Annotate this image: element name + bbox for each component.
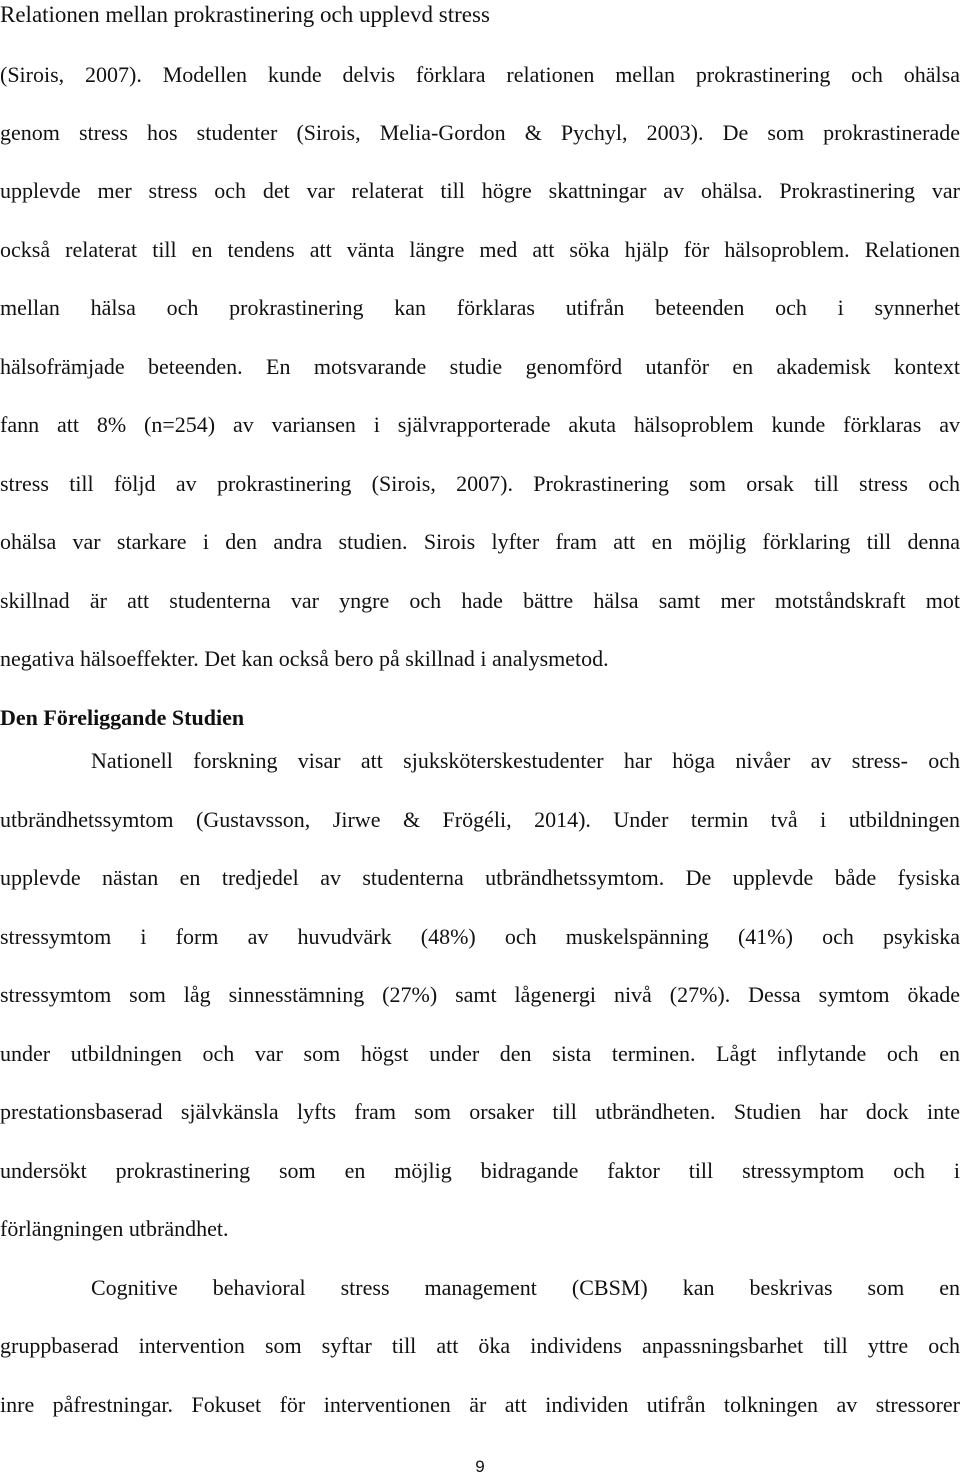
body-text-line: inre påfrestningar. Fokuset för interventionen är att individen utifrån tolkningen av stressorer bbox=[0, 1392, 960, 1417]
body-text-line: Cognitive behavioral stress management (CBSM) kan beskrivas som en bbox=[91, 1275, 960, 1300]
body-text-line: mellan hälsa och prokrastinering kan förklaras utifrån beteenden och i synnerhet bbox=[0, 295, 960, 320]
body-text-line: hälsofrämjade beteenden. En motsvarande studie genomförd utanför en akademisk kontext bbox=[0, 354, 960, 379]
body-text-line: upplevde nästan en tredjedel av studenterna utbrändhetssymtom. De upplevde både fysiska bbox=[0, 865, 960, 890]
body-text-line: skillnad är att studenterna var yngre och hade bättre hälsa samt mer motståndskraft mot bbox=[0, 588, 960, 613]
body-text-line: stress till följd av prokrastinering (Sirois, 2007). Prokrastinering som orsak till stress och bbox=[0, 471, 960, 496]
section-heading: Den Föreliggande Studien bbox=[0, 705, 245, 730]
body-text-line: negativa hälsoeffekter. Det kan också bero på skillnad i analysmetod. bbox=[0, 646, 609, 671]
body-text-line: ohälsa var starkare i den andra studien. Sirois lyfter fram att en möjlig förklaring till denna bbox=[0, 529, 960, 554]
body-text-line: utbrändhetssymtom (Gustavsson, Jirwe & Frögéli, 2014). Under termin två i utbildningen bbox=[0, 807, 960, 832]
body-text-line: under utbildningen och var som högst under den sista terminen. Lågt inflytande och en bbox=[0, 1041, 960, 1066]
body-text-line: också relaterat till en tendens att vänta längre med att söka hjälp för hälsoproblem. Relationen bbox=[0, 237, 960, 262]
body-text-line: stressymtom i form av huvudvärk (48%) och muskelspänning (41%) och psykiska bbox=[0, 924, 960, 949]
body-text-line: upplevde mer stress och det var relaterat till högre skattningar av ohälsa. Prokrastinering var bbox=[0, 178, 960, 203]
body-text-line: förlängningen utbrändhet. bbox=[0, 1216, 229, 1241]
page-number: 9 bbox=[475, 1457, 485, 1476]
body-text-line: prestationsbaserad självkänsla lyfts fram som orsaker till utbrändheten. Studien har dock inte bbox=[0, 1099, 960, 1124]
body-text-line: stressymtom som låg sinnesstämning (27%) samt lågenergi nivå (27%). Dessa symtom ökade bbox=[0, 982, 960, 1007]
body-text-line: undersökt prokrastinering som en möjlig bidragande faktor till stressymptom och i bbox=[0, 1158, 960, 1183]
body-text-line: Nationell forskning visar att sjuksköterskestudenter har höga nivåer av stress- och bbox=[91, 748, 960, 773]
body-text-line: gruppbaserad intervention som syftar till att öka individens anpassningsbarhet till yttre och bbox=[0, 1333, 960, 1358]
body-text-line: genom stress hos studenter (Sirois, Melia-Gordon & Pychyl, 2003). De som prokrastinerade bbox=[0, 120, 960, 145]
body-text-line: (Sirois, 2007). Modellen kunde delvis förklara relationen mellan prokrastinering och ohälsa bbox=[0, 62, 960, 87]
running-title: Relationen mellan prokrastinering och upplevd stress bbox=[0, 2, 490, 27]
body-text-line: fann att 8% (n=254) av variansen i självrapporterade akuta hälsoproblem kunde förklaras av bbox=[0, 412, 960, 437]
